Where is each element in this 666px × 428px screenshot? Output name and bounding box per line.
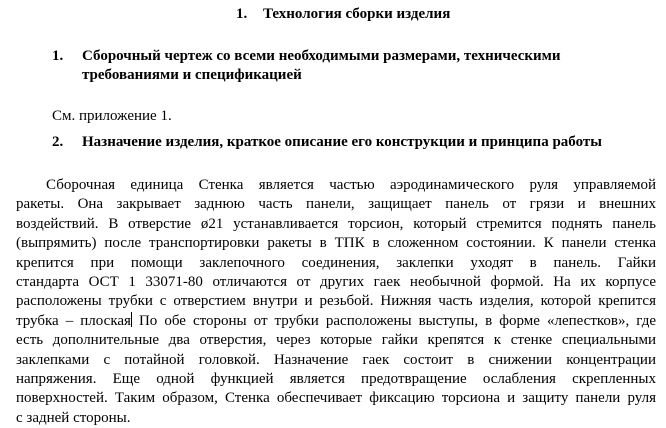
paragraph-line: воздействий. В отверстие ø21 устанавливается торсион, который стремится поднять панель: [16, 215, 656, 232]
item2-heading: [52, 134, 602, 151]
paragraph-line: есть дополнительные два отверстия, через которые гайки крепятся к стенке специальными: [16, 332, 656, 349]
paragraph-line-part: трубка – плоская: [16, 312, 131, 329]
paragraph-line: расположены трубки с отверстием внутри и резьбой. Нижняя часть изделия, которой крепится: [16, 293, 656, 310]
section-title: Технология сборки изделия: [263, 6, 451, 22]
paragraph-line: поверхностей. Таким образом, Стенка обеспечивает фиксацию торсиона и защиту панели руля: [16, 390, 656, 407]
item2-title: Назначение изделия, краткое описание его конструкции и принципа работы: [82, 134, 602, 150]
item2-number: 2.: [52, 134, 64, 150]
section-heading: [236, 6, 450, 23]
see-appendix-text: См. приложение 1.: [52, 108, 172, 124]
paragraph-line-part: По обе стороны от трубки расположены выступы, в форме «лепестков», где: [131, 312, 656, 329]
paragraph-line-with-cursor: [16, 312, 656, 331]
paragraph-line: ракеты. Она закрывает заднюю часть панели, защищает панель от грязи и внешних: [16, 196, 656, 213]
item1-title-line2: требованиями и спецификацией: [82, 67, 302, 83]
paragraph-line: заклепками с потайной головкой. Назначение гаек состоит в снижении концентрации: [16, 351, 656, 368]
item1-number: 1.: [52, 48, 64, 64]
item1-heading: [52, 47, 652, 85]
paragraph-line: крепится при помощи заклепочного соединения, заклепки уходят в панель. Гайки: [16, 254, 656, 271]
paragraph-line: напряжения. Еще одной функцией является предотвращение ослабления скрепленных: [16, 370, 656, 387]
body-paragraph[interactable]: [16, 176, 656, 428]
section-number: 1.: [236, 6, 248, 22]
paragraph-line: (выпрямить) после транспортировки ракеты в ТПК в сложенном состоянии. К панели стенка: [16, 235, 656, 252]
paragraph-line: Сборочная единица Стенка является частью аэродинамического руля управляемой: [46, 177, 656, 193]
paragraph-line: стандарта ОСТ 1 33071-80 отличаются от других гаек необычной формой. На их корпусе: [16, 273, 656, 290]
paragraph-line: с задней стороны.: [16, 409, 131, 426]
item1-title-line1: Сборочный чертеж со всеми необходимыми размерами, техническими: [82, 48, 561, 64]
